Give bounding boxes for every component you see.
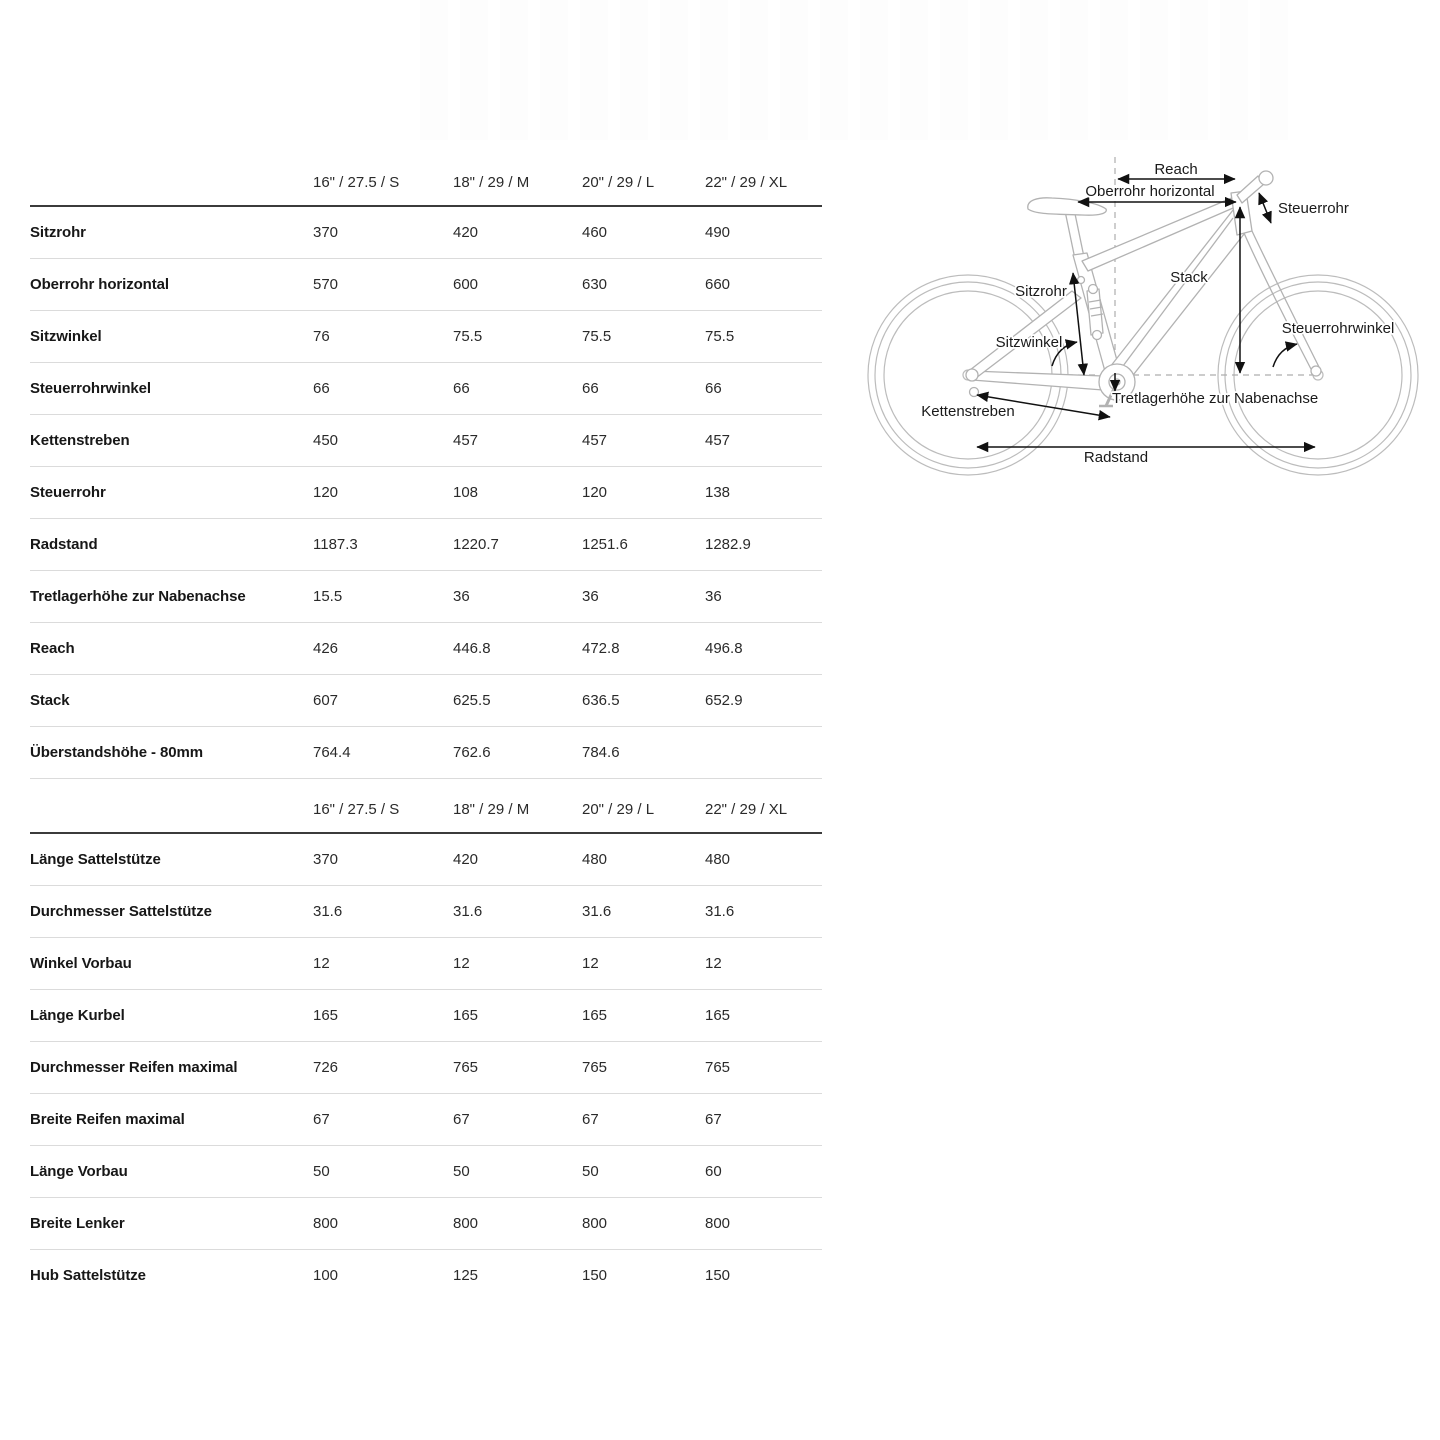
row-value: 67: [705, 1111, 722, 1128]
shock-pivot-bottom: [1093, 331, 1102, 340]
row-value: 450: [313, 432, 339, 449]
row-value: 660: [705, 276, 731, 293]
row-value: 15.5: [313, 588, 343, 605]
steuerrohr-arrow: [1259, 193, 1271, 223]
row-label: Radstand: [30, 536, 98, 553]
row-label: Winkel Vorbau: [30, 955, 132, 972]
row-value: 75.5: [705, 328, 735, 345]
row-label: Sitzrohr: [30, 224, 86, 241]
row-value: 1282.9: [705, 536, 751, 553]
table-row: [30, 1250, 822, 1301]
table-row: [30, 990, 822, 1042]
row-value: 165: [582, 1007, 608, 1024]
row-value: 165: [453, 1007, 479, 1024]
row-value: 50: [453, 1163, 470, 1180]
table-row: [30, 415, 822, 467]
row-value: 480: [582, 851, 608, 868]
table-row: [30, 886, 822, 938]
row-value: 1187.3: [313, 536, 358, 553]
row-value: 67: [313, 1111, 330, 1128]
kettenstreben-label: Kettenstreben: [921, 403, 1015, 420]
row-value: 12: [705, 955, 722, 972]
row-value: 66: [582, 380, 599, 397]
row-label: Oberrohr horizontal: [30, 276, 169, 293]
handlebar-grip: [1259, 171, 1273, 185]
table-row: [30, 467, 822, 519]
row-value: 36: [705, 588, 722, 605]
table-row: [30, 207, 822, 259]
row-value: 125: [453, 1267, 479, 1284]
row-value: 600: [453, 276, 479, 293]
size-col-m: 18" / 29 / M: [453, 174, 530, 191]
size-col-l: 20" / 29 / L: [582, 174, 655, 191]
row-value: 446.8: [453, 640, 491, 657]
row-label: Breite Reifen maximal: [30, 1111, 185, 1128]
row-value: 607: [313, 692, 339, 709]
row-value: 800: [453, 1215, 479, 1232]
row-value: 76: [313, 328, 330, 345]
row-label: Überstandshöhe - 80mm: [30, 744, 203, 761]
seatpost: [1065, 209, 1084, 259]
front-dropout: [1311, 366, 1321, 376]
row-label: Steuerrohrwinkel: [30, 380, 151, 397]
row-value: 460: [582, 224, 608, 241]
geometry-section-2: [30, 787, 822, 1301]
shock-pivot-top: [1089, 285, 1098, 294]
oberrohr-label: Oberrohr horizontal: [1085, 183, 1215, 200]
saddle: [1028, 198, 1107, 215]
table-row: [30, 519, 822, 571]
row-value: 50: [582, 1163, 599, 1180]
row-value: 496.8: [705, 640, 743, 657]
size-col-s: 16" / 27.5 / S: [313, 801, 400, 818]
table-row: [30, 938, 822, 990]
rocker-pivot: [1078, 277, 1085, 284]
row-label: Sitzwinkel: [30, 328, 102, 345]
row-label: Länge Sattelstütze: [30, 851, 161, 868]
row-value: 1251.6: [582, 536, 628, 553]
row-value: 12: [582, 955, 599, 972]
table-row: [30, 834, 822, 886]
geometry-table: [30, 160, 822, 1301]
row-value: 66: [705, 380, 722, 397]
row-label: Durchmesser Reifen maximal: [30, 1059, 238, 1076]
row-value: 625.5: [453, 692, 491, 709]
table-row: [30, 1198, 822, 1250]
row-label: Hub Sattelstütze: [30, 1267, 146, 1284]
bike-diagram-svg: [860, 145, 1440, 505]
row-value: 67: [453, 1111, 470, 1128]
row-value: 60: [705, 1163, 722, 1180]
row-value: 726: [313, 1059, 339, 1076]
row-value: 150: [705, 1267, 731, 1284]
sitzwinkel-label: Sitzwinkel: [995, 334, 1063, 351]
row-label: Länge Vorbau: [30, 1163, 128, 1180]
bike-geometry-diagram: [860, 145, 1440, 505]
table-row: [30, 623, 822, 675]
row-value: 50: [313, 1163, 330, 1180]
row-value: 370: [313, 224, 339, 241]
wheels: [868, 275, 1418, 475]
row-value: 370: [313, 851, 339, 868]
row-label: Reach: [30, 640, 75, 657]
table-row: [30, 1094, 822, 1146]
row-value: 457: [453, 432, 479, 449]
size-header-row: [30, 787, 822, 834]
steuerrohrwinkel-arc: [1273, 344, 1297, 367]
row-label: Steuerrohr: [30, 484, 106, 501]
size-col-l: 20" / 29 / L: [582, 801, 655, 818]
stack-label: Stack: [1170, 269, 1208, 286]
table-row: [30, 571, 822, 623]
tretlagerhoehe-label: Tretlagerhöhe zur Nabenachse: [1112, 390, 1319, 407]
reach-label: Reach: [1154, 161, 1198, 178]
fork-blade-inner: [1252, 231, 1319, 367]
row-value: 31.6: [313, 903, 343, 920]
row-value: 570: [313, 276, 339, 293]
row-value: 100: [313, 1267, 339, 1284]
size-col-xl: 22" / 29 / XL: [705, 801, 788, 818]
table-row: [30, 1042, 822, 1094]
table-row: [30, 727, 822, 779]
row-value: 800: [313, 1215, 339, 1232]
row-value: 1220.7: [453, 536, 499, 553]
row-value: 75.5: [582, 328, 612, 345]
row-value: 165: [705, 1007, 731, 1024]
row-value: 457: [582, 432, 608, 449]
steuerrohrwinkel-label: Steuerrohrwinkel: [1281, 320, 1395, 337]
row-label: Durchmesser Sattelstütze: [30, 903, 212, 920]
row-value: 120: [313, 484, 339, 501]
row-value: 75.5: [453, 328, 483, 345]
row-value: 108: [453, 484, 479, 501]
row-label: Länge Kurbel: [30, 1007, 125, 1024]
row-value: 150: [582, 1267, 608, 1284]
fork-blade-outer: [1244, 233, 1312, 371]
row-value: 31.6: [453, 903, 483, 920]
row-value: 138: [705, 484, 731, 501]
row-value: 457: [705, 432, 731, 449]
row-value: 12: [313, 955, 330, 972]
row-value: 12: [453, 955, 470, 972]
row-value: 66: [313, 380, 330, 397]
row-label: Stack: [30, 692, 70, 709]
size-col-xl: 22" / 29 / XL: [705, 174, 788, 191]
row-value: 800: [582, 1215, 608, 1232]
row-value: 31.6: [582, 903, 612, 920]
rear-dropout: [966, 369, 978, 381]
row-value: 120: [582, 484, 608, 501]
size-col-m: 18" / 29 / M: [453, 801, 530, 818]
row-value: 472.8: [582, 640, 620, 657]
row-label: Kettenstreben: [30, 432, 130, 449]
row-value: 765: [453, 1059, 479, 1076]
size-col-s: 16" / 27.5 / S: [313, 174, 400, 191]
steuerrohr-label: Steuerrohr: [1278, 200, 1349, 217]
row-value: 630: [582, 276, 608, 293]
geometry-section-1: [30, 160, 822, 779]
row-value: 426: [313, 640, 339, 657]
row-value: 480: [705, 851, 731, 868]
row-value: 765: [582, 1059, 608, 1076]
row-value: 636.5: [582, 692, 620, 709]
table-row: [30, 363, 822, 415]
table-row: [30, 675, 822, 727]
row-label: Breite Lenker: [30, 1215, 125, 1232]
sitzrohr-label: Sitzrohr: [1015, 283, 1067, 300]
row-value: 764.4: [313, 744, 351, 761]
row-value: 490: [705, 224, 731, 241]
row-value: 36: [453, 588, 470, 605]
row-value: 165: [313, 1007, 339, 1024]
radstand-label: Radstand: [1083, 449, 1149, 466]
row-value: 652.9: [705, 692, 743, 709]
row-label: Tretlagerhöhe zur Nabenachse: [30, 588, 246, 605]
row-value: 420: [453, 224, 479, 241]
row-value: 31.6: [705, 903, 735, 920]
table-row: [30, 1146, 822, 1198]
row-value: 420: [453, 851, 479, 868]
row-value: 66: [453, 380, 470, 397]
row-value: 67: [582, 1111, 599, 1128]
row-value: 36: [582, 588, 599, 605]
table-row: [30, 311, 822, 363]
size-header-row: [30, 160, 822, 207]
row-value: 784.6: [582, 744, 620, 761]
row-value: 762.6: [453, 744, 491, 761]
shock: [1087, 289, 1103, 335]
faint-watermark: [420, 0, 1300, 140]
row-value: 800: [705, 1215, 731, 1232]
row-value: 765: [705, 1059, 731, 1076]
table-row: [30, 259, 822, 311]
